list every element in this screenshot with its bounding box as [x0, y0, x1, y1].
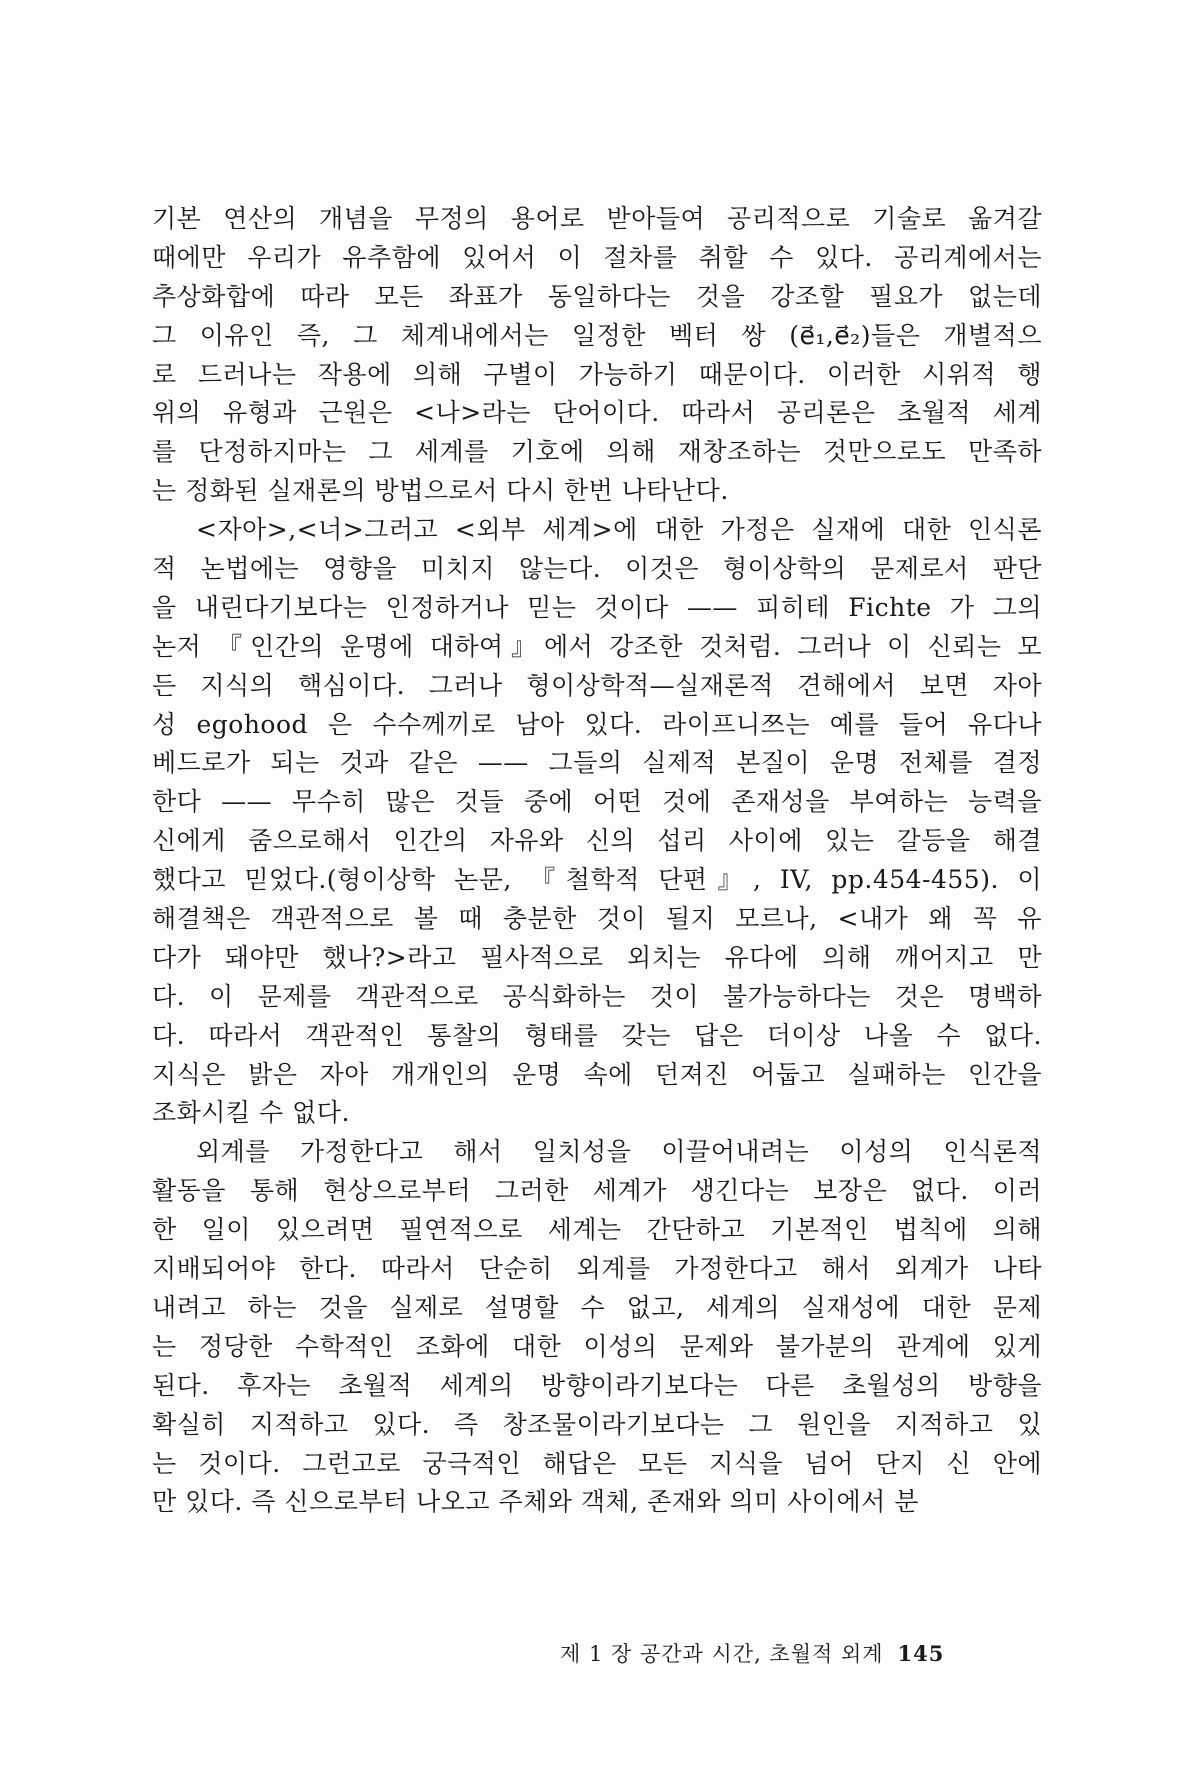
- text-line: 베드로가 되는 것과 같은 —— 그들의 실제적 본질이 운명 전체를 결정: [152, 748, 1042, 778]
- text-line: 한 일이 있으려면 필연적으로 세계는 간단하고 기본적인 법칙에 의해: [152, 1215, 1042, 1245]
- text-line: 된다. 후자는 초월적 세계의 방향이라기보다는 다른 초월성의 방향을: [152, 1370, 1042, 1400]
- text-line: 만 있다. 즉 신으로부터 나오고 주체와 객체, 존재와 의미 사이에서 분: [152, 1487, 919, 1517]
- text-line: 를 단정하지마는 그 세계를 기호에 의해 재창조하는 것만으로도 만족하: [152, 437, 1042, 467]
- text-line: 다. 따라서 객관적인 통찰의 형태를 갖는 답은 더이상 나올 수 없다.: [152, 1020, 1042, 1050]
- text-line: 을 내린다기보다는 인정하거나 믿는 것이다 —— 피히테 Fichte 가 그의: [152, 592, 1042, 622]
- text-line: 내려고 하는 것을 실제로 설명할 수 없고, 세계의 실재성에 대한 문제: [152, 1292, 1042, 1322]
- text-line: 적 논법에는 영향을 미치지 않는다. 이것은 형이상학의 문제로서 판단: [152, 554, 1042, 584]
- page-number: 145: [897, 1641, 945, 1666]
- text-line: 로 드러나는 작용에 의해 구별이 가능하기 때문이다. 이러한 시위적 행: [152, 359, 1042, 389]
- text-line: 해결책은 객관적으로 볼 때 충분한 것이 될지 모르나, <내가 왜 꼭 유: [152, 904, 1042, 934]
- text-line: 조화시킬 수 없다.: [152, 1098, 350, 1128]
- running-head: 제 1 장 공간과 시간, 초월적 외계: [560, 1642, 884, 1666]
- text-line: 확실히 지적하고 있다. 즉 창조물이라기보다는 그 원인을 지적하고 있: [152, 1409, 1042, 1439]
- text-line: 다가 돼야만 했나?>라고 필사적으로 외치는 유다에 의해 깨어지고 만: [152, 942, 1042, 972]
- text-line: 한다 —— 무수히 많은 것들 중에 어떤 것에 존재성을 부여하는 능력을: [152, 787, 1042, 817]
- text-line: 추상화합에 따라 모든 좌표가 동일하다는 것을 강조할 필요가 없는데: [152, 281, 1042, 311]
- text-line: 때에만 우리가 유추함에 있어서 이 절차를 취할 수 있다. 공리계에서는: [152, 242, 1042, 272]
- paragraph: [152, 511, 1042, 1133]
- text-line: 는 정화된 실재론의 방법으로서 다시 한번 나타난다.: [152, 476, 729, 506]
- text-line: 신에게 줌으로해서 인간의 자유와 신의 섭리 사이에 있는 갈등을 해결: [152, 826, 1042, 856]
- paragraph: [152, 200, 1042, 511]
- text-line: 는 것이다. 그런고로 궁극적인 해답은 모든 지식을 넘어 단지 신 안에: [152, 1448, 1042, 1478]
- text-line: 기본 연산의 개념을 무정의 용어로 받아들여 공리적으로 기술로 옮겨갈: [152, 204, 1042, 233]
- text-line: 했다고 믿었다.(형이상학 논문, 『철학적 단편』, IV, pp.454-455). 이: [152, 865, 1042, 895]
- text-line: 지식은 밝은 자아 개개인의 운명 속에 던져진 어둡고 실패하는 인간을: [152, 1059, 1042, 1089]
- text-line: 든 지식의 핵심이다. 그러나 형이상학적—실재론적 견해에서 보면 자아: [152, 670, 1042, 700]
- text-line: 지배되어야 한다. 따라서 단순히 외계를 가정한다고 해서 외계가 나타: [152, 1254, 1042, 1284]
- text-line: 는 정당한 수학적인 조화에 대한 이성의 문제와 불가분의 관계에 있게: [152, 1331, 1042, 1361]
- page-footer: [560, 1638, 944, 1668]
- paragraph: [152, 1133, 1042, 1522]
- text-line: 외계를 가정한다고 해서 일치성을 이끌어내려는 이성의 인식론적: [196, 1137, 1042, 1167]
- text-line: 성 egohood 은 수수께끼로 남아 있다. 라이프니쯔는 예를 들어 유다나: [152, 709, 1042, 739]
- text-line: 논저 『인간의 운명에 대하여』에서 강조한 것처럼. 그러나 이 신뢰는 모: [152, 631, 1042, 661]
- body-text: [152, 200, 1042, 1522]
- text-line: <자아>,<너>그러고 <외부 세계>에 대한 가정은 실재에 대한 인식론: [196, 515, 1042, 545]
- text-line: 다. 이 문제를 객관적으로 공식화하는 것이 불가능하다는 것은 명백하: [152, 981, 1042, 1011]
- text-line: 위의 유형과 근원은 <나>라는 단어이다. 따라서 공리론은 초월적 세계: [152, 398, 1042, 428]
- text-line: 활동을 통해 현상으로부터 그러한 세계가 생긴다는 보장은 없다. 이러: [152, 1176, 1042, 1206]
- text-line: 그 이유인 즉, 그 체계내에서는 일정한 벡터 쌍 (e⃗₁,e⃗₂)들은 개별적으: [152, 320, 1042, 350]
